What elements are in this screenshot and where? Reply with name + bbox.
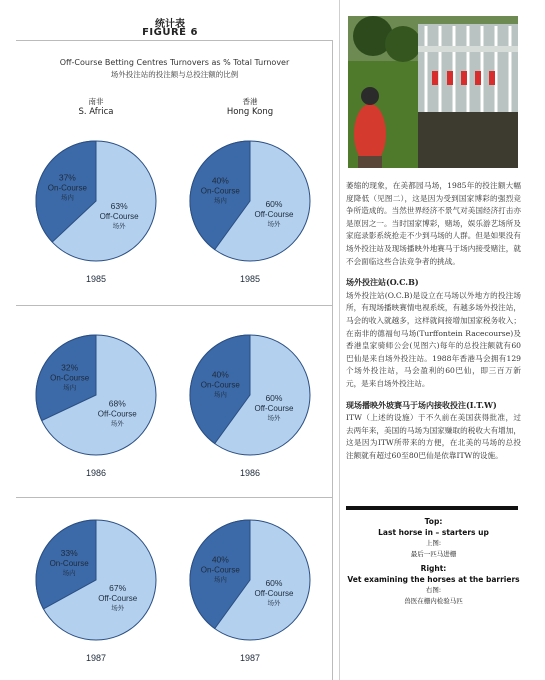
off-course-label: Off-Course (97, 409, 137, 419)
on-course-label-zh: 场内 (213, 197, 227, 205)
region-zh: 南非 (88, 97, 104, 106)
off-course-percent: 60% (265, 577, 283, 588)
article-paragraph: 场外投注站(O.C.B)是设立在马场以外地方的投注场所，有现场播映赛情电视系统，有越多场外投注站，马会的收入就越多，这样就间接增加国家税务收入；在南非的德福旬马场(Turffontein Racecourse)及香港皇家骑师公会(见图六)每年的总投注额就有60巴仙是来自场外投注站。1988年香港马会拥有129个场外投注站，马会盈利的60巴仙，即三百万新元，是来自场外投注站。 (346, 290, 521, 388)
off-course-label-zh: 场外 (111, 604, 125, 612)
off-course-label: Off-Course (98, 593, 138, 603)
section-heading-ocb: 场外投注站(O.C.B) (346, 277, 419, 288)
racing-photo (348, 16, 518, 168)
caption-right-text: Vet examining the horses at the barriers (347, 574, 520, 584)
off-course-label-zh: 场外 (267, 220, 281, 228)
caption-top-text: Last horse in – starters up (378, 527, 489, 537)
on-course-label: On-Course (47, 183, 87, 193)
figure-title-en: Off-Course Betting Centres Turnovers as % Total Turnover (59, 58, 290, 67)
off-course-percent: 60% (265, 198, 283, 209)
off-course-label-zh: 场外 (110, 420, 124, 428)
caption-right-label-zh: 右图: (425, 586, 442, 594)
on-course-percent: 40% (211, 369, 229, 380)
region-en: S. Africa (78, 107, 114, 117)
off-course-label: Off-Course (254, 403, 294, 413)
caption-top-text-zh: 最后一匹马进栅 (410, 549, 457, 558)
photo-caption (346, 517, 521, 606)
on-course-percent: 37% (58, 172, 76, 183)
article-paragraph: ITW（上述的设施）于不久前在美国获得批准，过去两年来，美国的马场为国家赚取的税收大有增加，这是因为ITW所带来的方便，在北美的马场的总投注额就有超过60至80巴仙是依靠ITW的设施。 (346, 413, 521, 460)
on-course-label: On-Course (200, 565, 240, 575)
caption-top-label: Top: (424, 517, 443, 526)
off-course-label-zh: 场外 (112, 223, 126, 231)
on-course-label: On-Course (200, 186, 240, 196)
article-body (346, 180, 521, 462)
caption-right-text-zh: 兽医在栅内检验马匹 (404, 596, 463, 605)
on-course-percent: 40% (211, 554, 229, 565)
on-course-label-zh: 场内 (60, 194, 74, 202)
on-course-label-zh: 场内 (62, 570, 76, 578)
pie-year-label: 1986 (239, 468, 261, 478)
off-course-label: Off-Course (254, 588, 294, 598)
on-course-percent: 40% (211, 175, 229, 186)
off-course-label-zh: 场外 (267, 599, 281, 607)
off-course-label: Off-Course (99, 212, 139, 222)
pie-year-label: 1985 (239, 274, 261, 284)
section-heading-itw: 现场播映外坡赛马于场内接收投注(I.T.W) (346, 399, 497, 410)
off-course-percent: 68% (108, 398, 126, 409)
pie-year-label: 1987 (239, 653, 261, 663)
off-course-label-zh: 场外 (267, 414, 281, 422)
figure-title-zh: 场外投注站的投注额与总投注额的比例 (110, 70, 239, 79)
region-zh: 香港 (242, 97, 258, 106)
pie-year-label: 1985 (85, 274, 107, 284)
caption-right-label: Right: (420, 564, 447, 573)
on-course-percent: 33% (60, 548, 78, 559)
on-course-label: On-Course (50, 373, 90, 383)
pie-year-label: 1987 (85, 653, 107, 663)
caption-top-label-zh: 上图: (425, 539, 442, 547)
on-course-percent: 32% (61, 362, 79, 373)
pie-year-label: 1986 (85, 468, 107, 478)
off-course-label: Off-Course (254, 209, 294, 219)
on-course-label: On-Course (49, 559, 89, 569)
figure-header-zh: 统计表 (155, 19, 185, 30)
off-course-percent: 67% (109, 582, 127, 593)
on-course-label-zh: 场内 (213, 391, 227, 399)
on-course-label-zh: 场内 (63, 384, 77, 392)
region-en: Hong Kong (226, 107, 274, 117)
caption-rule (346, 506, 518, 510)
off-course-percent: 60% (265, 392, 283, 403)
on-course-label: On-Course (200, 380, 240, 390)
on-course-label-zh: 场内 (213, 576, 227, 584)
off-course-percent: 63% (110, 201, 128, 212)
figure-header-en: FIGURE 6 (142, 27, 198, 38)
article-paragraph: 萎缩的现象，在美都园马场，1985年的投注额大幅度降低（见图二），这是因为受到国家博彩的强烈竞争所造成的。当然世界经济不景气对美国经济打击亦是原因之一。当时国家博彩，赌场，娱乐游艺场所及家庭录影系统抢走不少到马场的人群。但是如果没有场外投注站及现场播映外地赛马于场内接受赌注，就不会面临这些合法竞争者的挑战。 (346, 181, 521, 266)
